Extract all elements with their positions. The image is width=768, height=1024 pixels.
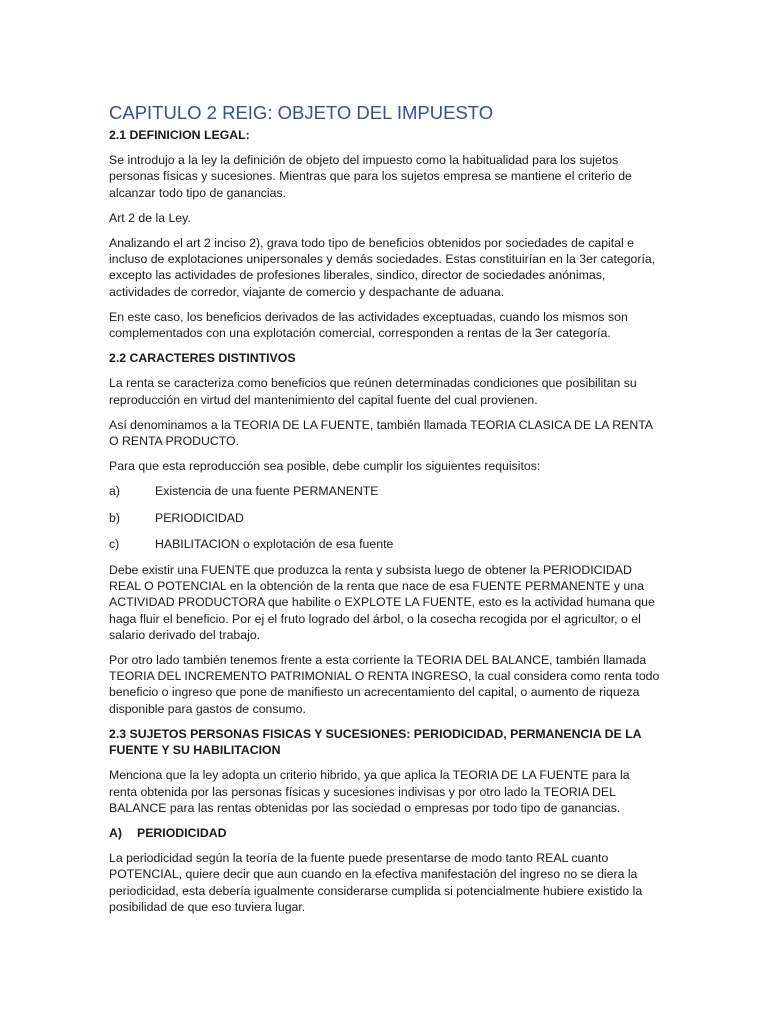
- chapter-title: CAPITULO 2 REIG: OBJETO DEL IMPUESTO: [109, 102, 494, 123]
- paragraph: Art 2 de la Ley.: [109, 210, 191, 225]
- paragraph: Menciona que la ley adopta un criterio hibrido, ya que aplica la TEORIA DE LA FUENTE para la renta obtenida por las personas físicas y sucesiones indivisas y por otro lado la TEORIA DEL BALANCE para las rentas obtenidas por las sociedad o empresas por todo tipo de ganancias.: [109, 768, 630, 815]
- paragraph: La renta se caracteriza como beneficios que reúnen determinadas condiciones que posibilitan su reproducción en virtud del mantenimiento del capital fuente del cual provienen.: [109, 376, 637, 407]
- list-item: [109, 510, 661, 526]
- document-body: [109, 101, 661, 924]
- list-marker: b): [109, 510, 120, 525]
- section-heading-2-2: 2.2 CARACTERES DISTINTIVOS: [109, 351, 296, 366]
- section-heading-2-3: 2.3 SUJETOS PERSONAS FISICAS Y SUCESIONES: PERIODICIDAD, PERMANENCIA DE LA FUENTE Y SU HABILITACION: [109, 726, 642, 758]
- paragraph: Analizando el art 2 inciso 2), grava todo tipo de beneficios obtenidos por sociedades de capital e incluso de explotaciones unipersonales y demás sociedades. Estas constituirían en la 3er categoría, excepto las actividades de profesiones liberales, sindico, director de sociedades anónimas, actividades de corredor, viajante de comercio y despachante de aduana.: [109, 236, 656, 299]
- paragraph: Debe existir una FUENTE que produzca la renta y subsista luego de obtener la PERIODICIDAD REAL O POTENCIAL en la obtención de la renta que nace de esa FUENTE PERMANENTE y una ACTIVIDAD PRODUCTORA que habilite o EXPLOTE LA FUENTE, esto es la actividad humana que haga fluir el beneficio. Por ej el fruto logrado del árbol, o la cosecha recogida por el agricultor, o el salario derivado del trabajo.: [109, 563, 655, 642]
- subheading-label: PERIODICIDAD: [137, 825, 227, 840]
- list-item-text: PERIODICIDAD: [155, 510, 244, 525]
- paragraph: Para que esta reproducción sea posible, debe cumplir los siguientes requisitos:: [109, 459, 541, 474]
- list-marker: c): [109, 536, 120, 551]
- list-marker: a): [109, 484, 120, 499]
- list-item-text: HABILITACION o explotación de esa fuente: [155, 536, 394, 551]
- list-item-text: Existencia de una fuente PERMANENTE: [155, 484, 379, 499]
- subheading-marker: A): [109, 825, 122, 840]
- list-item: [109, 483, 661, 499]
- paragraph: Se introdujo a la ley la definición de objeto del impuesto como la habitualidad para los sujetos personas físicas y sucesiones. Mientras que para los sujetos empresa se mantiene el criterio de alcanzar todo tipo de ganancias.: [109, 153, 632, 200]
- section-heading-2-1: 2.1 DEFINICION LEGAL:: [109, 128, 250, 142]
- list-item: [109, 536, 661, 552]
- paragraph: Así denominamos a la TEORIA DE LA FUENTE, también llamada TEORIA CLASICA DE LA RENTA O RENTA PRODUCTO.: [109, 417, 653, 449]
- paragraph: Por otro lado también tenemos frente a esta corriente la TEORIA DEL BALANCE, también llamada TEORIA DEL INCREMENTO PATRIMONIAL O RENTA INGRESO, la cual considera como renta todo beneficio o ingreso que pone de manifiesto un acrecentamiento del capital, o aumento de riqueza disponible para gastos de consumo.: [109, 653, 660, 716]
- paragraph: La periodicidad según la teoría de la fuente puede presentarse de modo tanto REAL cuanto POTENCIAL, quiere decir que aun cuando en la efectiva manifestación del ingreso no se diera la periodicidad, esta debería igualmente considerarse cumplida si potencialmente hubiere existido la posibilidad de que eso tuviera lugar.: [109, 851, 643, 914]
- paragraph: En este caso, los beneficios derivados de las actividades exceptuadas, cuando los mismos son complementados con una explotación comercial, corresponden a rentas de la 3er categoría.: [109, 309, 628, 341]
- subheading-periodicidad: [109, 825, 661, 841]
